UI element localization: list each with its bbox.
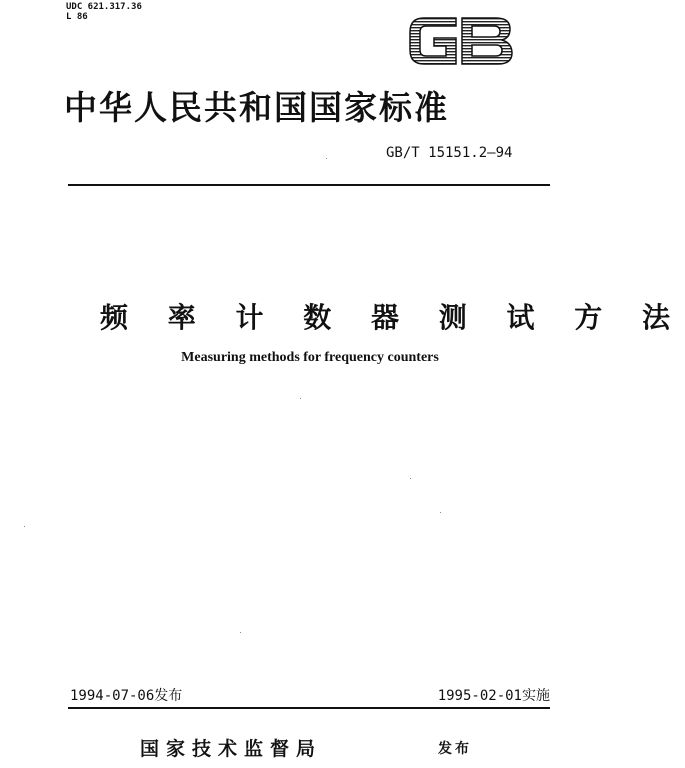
gb-logo-text: GB (404, 12, 406, 13)
gb-logo (404, 12, 516, 70)
footer-divider (68, 707, 550, 709)
national-standard-title: 中华人民共和国国家标准 (64, 88, 449, 127)
document-title-chinese: 频 率 计 数 器 测 试 方 法 (100, 301, 685, 334)
issuing-authority: 国家技术监督局 (140, 738, 323, 760)
scan-speck (300, 398, 301, 399)
document-title-english: Measuring methods for frequency counters (181, 350, 439, 365)
scan-speck (410, 478, 411, 479)
effective-date: 1995-02-01实施 (437, 688, 550, 704)
standard-number: GB/T 15151.2—94 (386, 145, 513, 161)
udc-code: UDC 621.317.36 (66, 2, 142, 12)
classification-code: L 86 (66, 12, 88, 22)
scan-speck (240, 632, 241, 633)
udc-block (66, 2, 142, 22)
issue-label: 发布 (438, 741, 472, 757)
scan-speck (326, 158, 327, 159)
header-divider (68, 184, 550, 186)
scan-speck (24, 526, 25, 527)
issue-date: 1994-07-06发布 (70, 688, 183, 704)
scan-speck (440, 512, 441, 513)
